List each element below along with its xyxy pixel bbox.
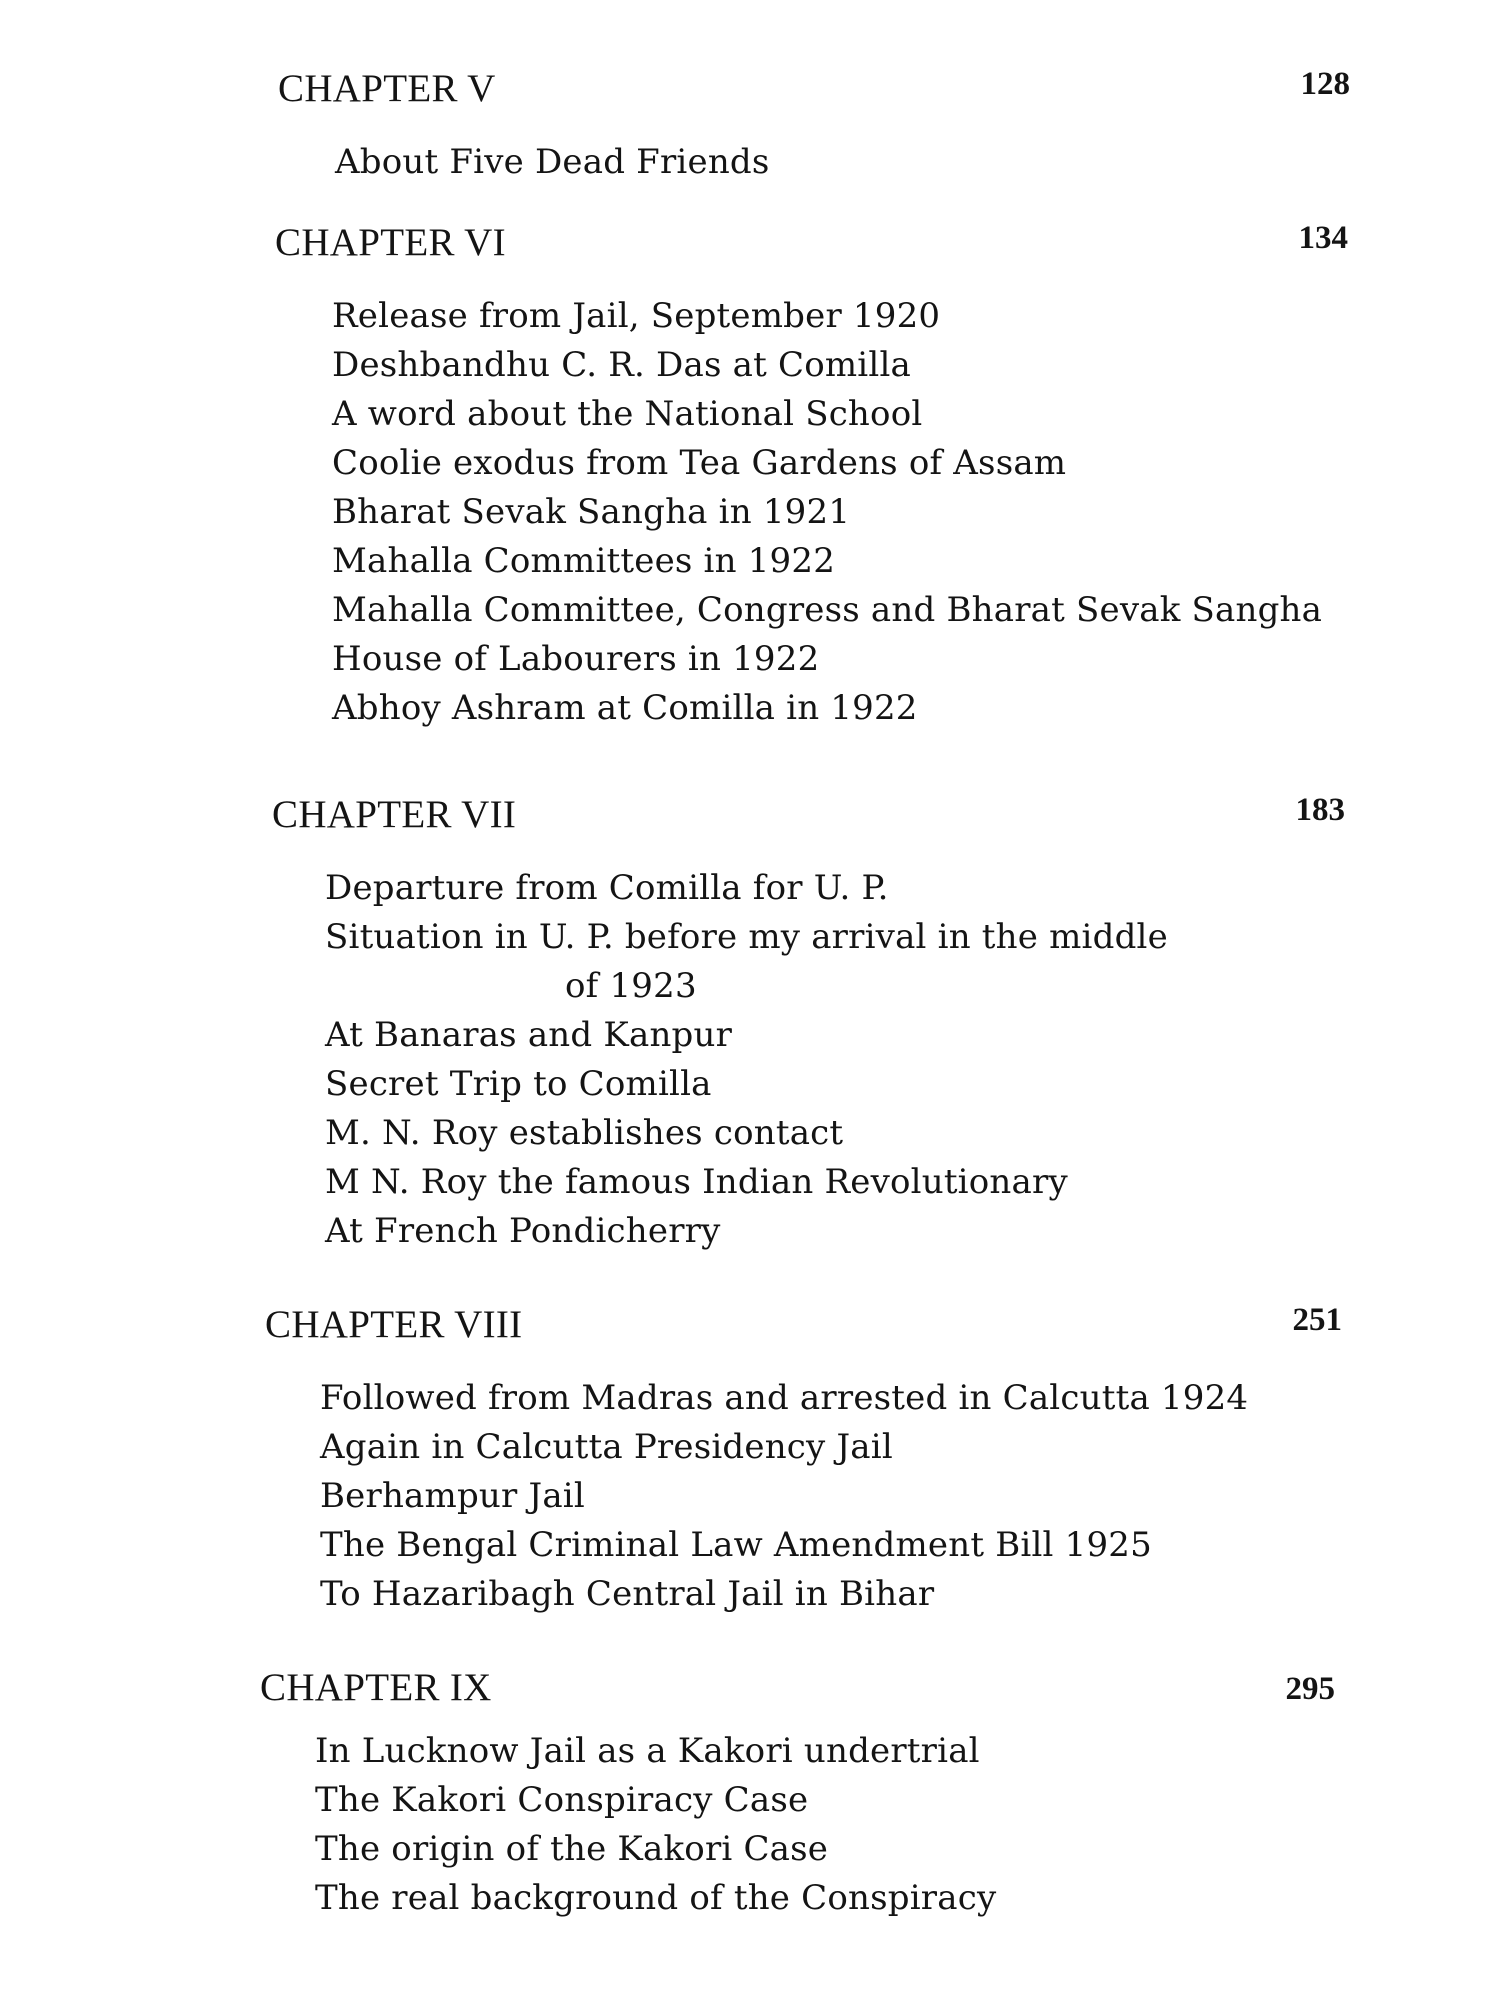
chapter-title: CHAPTER V	[278, 67, 496, 110]
section-entry: In Lucknow Jail as a Kakori undertrial	[315, 1731, 980, 1771]
section-entry: Mahalla Committee, Congress and Bharat Sevak Sangha	[332, 590, 1323, 630]
chapter-7	[0, 792, 1500, 1256]
chapter-heading	[0, 792, 1500, 852]
section-entry: Departure from Comilla for U. P.	[325, 868, 889, 908]
section-entry: Mahalla Committees in 1922	[332, 541, 836, 581]
section-entry: Secret Trip to Comilla	[325, 1064, 712, 1104]
section-entry: At French Pondicherry	[325, 1211, 721, 1251]
chapter-title: CHAPTER VI	[275, 221, 506, 264]
section-entry: A word about the National School	[332, 394, 923, 434]
section-entry: Followed from Madras and arrested in Calcutta 1924	[320, 1378, 1249, 1418]
section-entry: The Bengal Criminal Law Amendment Bill 1925	[320, 1525, 1152, 1565]
chapter-6	[0, 220, 1500, 733]
section-entry: Abhoy Ashram at Comilla in 1922	[332, 688, 918, 728]
chapter-8	[0, 1302, 1500, 1619]
section-entry: Berhampur Jail	[320, 1476, 585, 1516]
chapter-page-number: 295	[1285, 1671, 1335, 1707]
chapter-9	[0, 1665, 1500, 1923]
section-entry: Situation in U. P. before my arrival in the middle	[325, 917, 1168, 957]
section-entry-continuation: of 1923	[565, 966, 697, 1006]
chapter-page-number: 251	[1292, 1302, 1342, 1338]
section-entry: Bharat Sevak Sangha in 1921	[332, 492, 851, 532]
chapter-5	[0, 66, 1500, 187]
section-entry: The origin of the Kakori Case	[315, 1829, 829, 1869]
section-entry: Coolie exodus from Tea Gardens of Assam	[332, 443, 1067, 483]
chapter-page-number: 134	[1298, 220, 1348, 256]
section-entry: The Kakori Conspiracy Case	[315, 1780, 809, 1820]
section-entry: Again in Calcutta Presidency Jail	[320, 1427, 893, 1467]
section-entry: M N. Roy the famous Indian Revolutionary	[325, 1162, 1068, 1202]
section-entry: Deshbandhu C. R. Das at Comilla	[332, 345, 912, 385]
chapter-page-number: 128	[1300, 66, 1350, 102]
chapter-title: CHAPTER VII	[272, 793, 517, 836]
chapter-entries	[320, 1374, 1500, 1619]
chapter-heading	[0, 220, 1500, 280]
chapter-heading	[0, 66, 1500, 126]
chapter-page-number: 183	[1295, 792, 1345, 828]
chapter-entries	[325, 864, 1500, 1256]
chapter-title: CHAPTER VIII	[265, 1303, 523, 1346]
section-entry: The real background of the Conspiracy	[315, 1878, 997, 1918]
section-entry: Release from Jail, September 1920	[332, 296, 941, 336]
section-entry: About Five Dead Friends	[335, 142, 770, 182]
section-entry: To Hazaribagh Central Jail in Bihar	[320, 1574, 935, 1614]
section-entry: At Banaras and Kanpur	[325, 1015, 733, 1055]
chapter-heading	[0, 1302, 1500, 1362]
section-entry: M. N. Roy establishes contact	[325, 1113, 844, 1153]
chapter-heading	[0, 1665, 1500, 1725]
section-entry: House of Labourers in 1922	[332, 639, 820, 679]
chapter-entries	[315, 1727, 1500, 1923]
chapter-entries	[335, 138, 1500, 187]
chapter-title: CHAPTER IX	[260, 1666, 492, 1709]
chapter-entries	[332, 292, 1500, 733]
